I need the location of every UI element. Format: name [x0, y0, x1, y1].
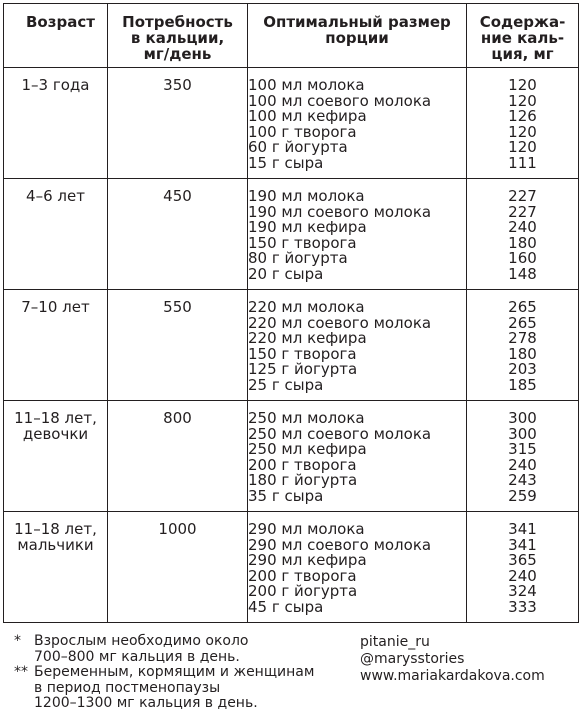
content-cell-line: 227	[508, 187, 537, 205]
header-need	[108, 4, 248, 68]
need-cell	[108, 68, 248, 179]
portion-cell	[248, 512, 467, 623]
header-age: Возраст	[4, 4, 108, 68]
age-cell-line: 1–3 года	[21, 76, 90, 94]
portion-cell	[248, 68, 467, 179]
content-cell-line: 120	[508, 122, 537, 141]
portion-cell-line: 100 мл соевого молока	[248, 91, 432, 110]
portion-cell-line: 45 г сыра	[248, 597, 324, 616]
age-cell	[4, 68, 108, 179]
content-cell-line: 259	[508, 486, 537, 505]
portion-cell-line: 100 мл молока	[248, 76, 365, 94]
portion-cell-line: 290 мл молока	[248, 520, 365, 538]
portion-cell	[248, 290, 467, 401]
content-cell	[467, 512, 579, 623]
portion-cell-line: 125 г йогурта	[248, 360, 358, 379]
footnote-line: Взрослым необходимо около	[34, 633, 249, 649]
portion-cell-line: 220 мл кефира	[248, 329, 367, 348]
table-row	[4, 68, 579, 179]
portion-cell-line: 25 г сыра	[248, 375, 324, 394]
portion-cell-line: 200 г творога	[248, 566, 357, 585]
credits	[360, 634, 545, 685]
age-cell	[4, 179, 108, 290]
need-value: 350	[163, 76, 192, 94]
age-cell-line: 11–18 лет,	[14, 520, 97, 538]
footnote	[14, 634, 314, 665]
content-cell-line: 341	[508, 535, 537, 554]
header-row	[4, 4, 579, 68]
content-cell-line: 240	[508, 566, 537, 585]
content-cell-line: 243	[508, 471, 537, 490]
header-portion-line: порции	[325, 29, 389, 47]
age-cell-line: 4–6 лет	[26, 187, 85, 205]
portion-cell-line: 250 мл соевого молока	[248, 424, 432, 443]
portion-cell-line: 290 мл соевого молока	[248, 535, 432, 554]
age-cell	[4, 401, 108, 512]
content-cell-line: 300	[508, 409, 537, 427]
content-cell-line: 265	[508, 313, 537, 332]
need-cell	[108, 512, 248, 623]
content-cell	[467, 179, 579, 290]
header-need-line: мг/день	[143, 45, 212, 63]
header-content-line: ция, мг	[491, 45, 554, 63]
header-need-line: в кальции,	[130, 29, 225, 47]
content-cell-line: 240	[508, 455, 537, 474]
credit-line: www.mariakardakova.com	[360, 668, 545, 684]
header-content-line: ние каль-	[480, 29, 565, 47]
content-cell-line: 278	[508, 329, 537, 348]
footnote-line: 1200–1300 мг кальция в день.	[34, 695, 258, 711]
footnote-line: в период постменопаузы	[34, 679, 221, 696]
portion-cell-line: 190 мл соевого молока	[248, 202, 432, 221]
portion-cell-line: 220 мл молока	[248, 298, 365, 316]
content-cell-line: 240	[508, 218, 537, 237]
footnotes	[14, 634, 314, 712]
portion-cell-line: 190 мл кефира	[248, 218, 367, 237]
portion-cell	[248, 401, 467, 512]
content-cell-line: 126	[508, 107, 537, 126]
content-cell-line: 160	[508, 249, 537, 268]
portion-cell-line: 100 мл кефира	[248, 107, 367, 126]
portion-cell-line: 20 г сыра	[248, 264, 324, 283]
header-portion	[248, 4, 467, 68]
footnote	[14, 665, 314, 712]
need-cell	[108, 401, 248, 512]
content-cell-line: 111	[508, 153, 537, 172]
footnote-line: Беременным, кормящим и женщинам	[34, 664, 315, 680]
table-row	[4, 290, 579, 401]
table-row	[4, 401, 579, 512]
portion-cell-line: 190 мл молока	[248, 187, 365, 205]
header-portion-line: Оптимальный размер	[263, 13, 451, 31]
content-cell	[467, 68, 579, 179]
portion-cell-line: 200 г творога	[248, 455, 357, 474]
content-cell-line: 333	[508, 597, 537, 616]
footnote-mark: *	[14, 633, 21, 649]
content-cell-line: 203	[508, 360, 537, 379]
portion-cell-line: 290 мл кефира	[248, 551, 367, 570]
portion-cell-line: 250 мл кефира	[248, 440, 367, 459]
need-value: 450	[163, 187, 192, 205]
content-cell-line: 341	[508, 520, 537, 538]
need-cell	[108, 290, 248, 401]
portion-cell-line: 150 г творога	[248, 344, 357, 363]
calcium-table	[3, 3, 579, 623]
header-need-line: Потребность	[122, 13, 233, 31]
content-cell-line: 324	[508, 582, 537, 601]
content-cell-line: 265	[508, 298, 537, 316]
content-cell-line: 180	[508, 233, 537, 252]
content-cell-line: 148	[508, 264, 537, 283]
table-row	[4, 179, 579, 290]
table-row	[4, 512, 579, 623]
age-cell-line: мальчики	[17, 535, 94, 554]
content-cell-line: 300	[508, 424, 537, 443]
content-cell	[467, 290, 579, 401]
credit-line: @marysstories	[360, 651, 465, 667]
portion-cell-line: 250 мл молока	[248, 409, 365, 427]
age-cell-line: 11–18 лет,	[14, 409, 97, 427]
portion-cell-line: 100 г творога	[248, 122, 357, 141]
portion-cell-line: 220 мл соевого молока	[248, 313, 432, 332]
portion-cell-line: 15 г сыра	[248, 153, 324, 172]
portion-cell-line: 180 г йогурта	[248, 471, 358, 490]
footnote-line: 700–800 мг кальция в день.	[34, 648, 240, 665]
content-cell-line: 120	[508, 138, 537, 157]
portion-cell-line: 150 г творога	[248, 233, 357, 252]
age-cell-line: 7–10 лет	[21, 298, 90, 316]
header-content	[467, 4, 579, 68]
content-cell-line: 185	[508, 375, 537, 394]
age-cell-line: девочки	[22, 424, 89, 443]
portion-cell-line: 60 г йогурта	[248, 138, 348, 157]
content-cell-line: 315	[508, 440, 537, 459]
portion-cell-line: 80 г йогурта	[248, 249, 348, 268]
content-cell-line: 120	[508, 76, 537, 94]
need-value: 550	[163, 298, 192, 316]
content-cell-line: 180	[508, 344, 537, 363]
content-cell-line: 120	[508, 91, 537, 110]
table-body	[4, 68, 579, 623]
credit-line: pitanie_ru	[360, 634, 430, 650]
content-cell	[467, 401, 579, 512]
content-cell-line: 227	[508, 202, 537, 221]
age-cell	[4, 512, 108, 623]
portion-cell-line: 35 г сыра	[248, 486, 324, 505]
portion-cell-line: 200 г йогурта	[248, 582, 358, 601]
need-value: 1000	[158, 520, 197, 538]
portion-cell	[248, 179, 467, 290]
need-cell	[108, 179, 248, 290]
age-cell	[4, 290, 108, 401]
header-content-line: Содержа-	[479, 13, 566, 31]
content-cell-line: 365	[508, 551, 537, 570]
footnote-mark: **	[14, 664, 28, 680]
need-value: 800	[163, 409, 192, 427]
